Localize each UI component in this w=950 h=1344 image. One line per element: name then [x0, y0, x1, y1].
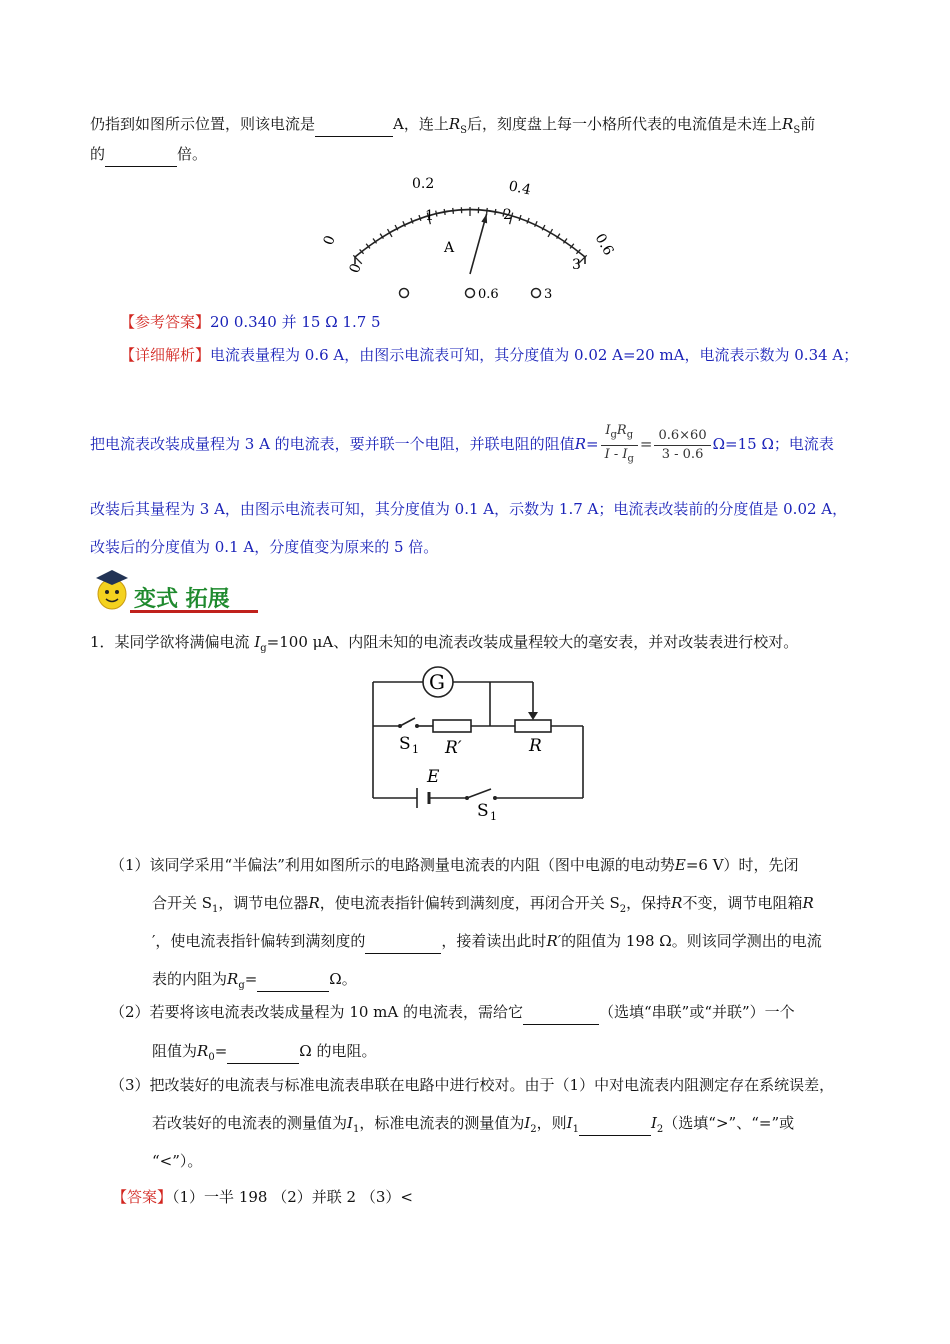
analysis-line-1 — [120, 343, 910, 367]
dial-tick — [436, 211, 437, 217]
part-1-line-4 — [152, 967, 942, 998]
subscript: 1 — [212, 904, 219, 915]
part-text: 的阻值为 198 Ω。则该同学测出的电流 — [561, 932, 822, 950]
intro-text: 的 — [90, 145, 106, 163]
analysis-text: 电流表量程为 0.6 A，由图示电流表可知，其分度值为 0.02 A=20 mA，电流表示数为 0.34 A； — [210, 346, 859, 364]
part-3-line-2 — [152, 1111, 942, 1142]
part-text: 若改装好的电流表的测量值为 — [152, 1114, 348, 1132]
analysis-text: 把电流表改装成量程为 3 A 的电流表，要并联一个电阻，并联电阻的阻值 — [90, 435, 575, 453]
analysis-text: 改装后的分度值为 0.1 A，分度值变为原来的 5 倍。 — [90, 538, 439, 556]
answer-tag: 【参考答案】 — [120, 313, 211, 331]
r-symbol: R — [574, 435, 586, 453]
top-scale-0-6: 0.6 — [591, 231, 617, 259]
r-symbol: R — [197, 1042, 209, 1060]
resistor-r-icon — [515, 720, 551, 732]
circuit-diagram — [365, 664, 590, 824]
part-text: （2）若要将该电流表改装成量程为 10 mA 的电流表，需给它 — [110, 1003, 523, 1021]
formula-fraction-numeric — [654, 427, 710, 464]
galvanometer-label: G — [429, 670, 445, 694]
r-prime-symbol: R′ — [546, 932, 562, 950]
grad-cap-icon — [96, 570, 128, 585]
needle-line — [470, 214, 487, 274]
part-text: 不变，调节电阻箱 — [682, 894, 803, 912]
subscript: g — [610, 429, 617, 441]
part-text: = — [244, 970, 258, 988]
part-2-line-1 — [110, 1000, 900, 1025]
subscript: 1 — [352, 1124, 360, 1135]
analysis-line-3 — [90, 497, 880, 521]
subscript: g — [238, 980, 245, 991]
r-symbol: R — [308, 894, 320, 912]
dial-tick — [487, 208, 488, 214]
terminal-0-6 — [466, 289, 475, 298]
rs-subscript: S — [793, 125, 801, 136]
answer-blank — [579, 1111, 651, 1136]
question-1-stem — [90, 630, 880, 661]
part-text: 合开关 S — [152, 894, 213, 912]
rs-symbol: R — [448, 115, 461, 133]
dial-tick — [519, 215, 521, 221]
part-1-line-2 — [152, 891, 942, 922]
bottom-scale-3: 3 — [572, 257, 581, 273]
part-text: ，保持 — [626, 894, 672, 912]
i-symbol: I — [566, 1114, 573, 1132]
part-text: 表的内阻为 — [152, 970, 228, 988]
variant-extension-banner — [86, 568, 261, 618]
part-text: 阻值为 — [152, 1042, 198, 1060]
subscript: g — [260, 643, 267, 654]
part-text: = — [214, 1042, 228, 1060]
switch-s1-top-icon — [400, 718, 415, 726]
subscript: g — [627, 453, 634, 465]
question-text: =100 μA、内阻未知的电流表改装成量程较大的毫安表，并对改装表进行校对。 — [266, 633, 799, 651]
part-text: Ω 的电阻。 — [299, 1042, 377, 1060]
bottom-scale-2: 2 — [503, 207, 512, 223]
subscript: 0 — [208, 1052, 215, 1063]
part-text: =6 V）时，先闭 — [685, 856, 799, 874]
dial-tick — [419, 215, 421, 221]
answer-blank — [257, 967, 329, 992]
part-text: ′，使电流表指针偏转到满刻度的 — [152, 932, 366, 950]
answer-blank — [227, 1039, 299, 1064]
part-text: “<”）。 — [152, 1152, 203, 1170]
subscript: g — [626, 429, 634, 441]
switch-bottom-subscript: 1 — [490, 810, 497, 823]
intro-line-2 — [90, 142, 880, 167]
denominator: I - I — [604, 446, 628, 462]
subscript: 2 — [530, 1124, 537, 1135]
analysis-text: Ω=15 Ω；电流表 — [712, 435, 834, 453]
bottom-scale-0: 0 — [346, 261, 365, 276]
terminal-3 — [532, 289, 541, 298]
denominator: 3 - 0.6 — [661, 446, 704, 462]
part-text: ，则 — [536, 1114, 567, 1132]
analysis-line-2: 把电流表改装成量程为 3 A 的电流表，要并联一个电阻，并联电阻的阻值R= $\frac{I_gR_g}{I - I_g}$ = $\frac{0.6\times 60}{3 - 0.6}$ Ω=15 Ω；电流表 — [90, 420, 880, 468]
dial-tick — [495, 209, 496, 215]
answer-tag: 【答案】 — [112, 1188, 173, 1206]
answer-blank — [105, 142, 177, 167]
part-text: （1）该同学采用“半偏法”利用如图所示的电路测量电流表的内阻（图中电源的电动势 — [110, 856, 675, 874]
subscript: 2 — [619, 904, 627, 915]
ammeter-dial-figure — [320, 172, 620, 307]
intro-text: 仍指到如图所示位置，则该电流是 — [90, 115, 316, 133]
reference-answer — [120, 310, 910, 334]
part-text: ，标准电流表的测量值为 — [359, 1114, 525, 1132]
intro-line-1 — [90, 112, 880, 143]
answer-blank — [365, 929, 441, 954]
r-symbol: R — [671, 894, 683, 912]
switch-top-subscript: 1 — [412, 743, 419, 756]
numerator: 0.6×60 — [654, 427, 710, 446]
part-2-line-2 — [152, 1039, 942, 1070]
analysis-line-4 — [90, 535, 880, 559]
ig-symbol: I — [605, 422, 611, 438]
part-text: （选填“>”、“=”或 — [663, 1114, 795, 1132]
switch-top-label: S — [399, 734, 411, 754]
dial-ticks — [353, 207, 586, 264]
resistor-r-prime-icon — [433, 720, 471, 732]
i-symbol: I — [347, 1114, 353, 1132]
part-3-line-3 — [152, 1149, 942, 1173]
analysis-text: 改装后其量程为 3 A，由图示电流表可知，其分度值为 0.1 A，示数为 1.7 A；电流表改装前的分度值是 0.02 A， — [90, 500, 848, 518]
intro-text: 前 — [800, 115, 816, 133]
r-symbol: R — [802, 894, 814, 912]
i-symbol: I — [524, 1114, 531, 1132]
rs-subscript: S — [460, 125, 468, 136]
top-scale-0: 0 — [320, 233, 339, 248]
top-scale-0-2: 0.2 — [412, 176, 435, 192]
switch-bottom-label: S — [477, 801, 489, 821]
part-text: ，使电流表指针偏转到满刻度，再闭合开关 S — [319, 894, 620, 912]
dial-tick — [444, 209, 445, 215]
terminal-common — [400, 289, 409, 298]
dial-tick — [453, 208, 454, 214]
r-prime-label: R′ — [445, 738, 462, 758]
banner-title: 变式 拓展 — [134, 587, 230, 612]
answer-text: 20 0.340 并 15 Ω 1.7 5 — [210, 313, 381, 331]
needle-head — [481, 214, 487, 223]
intro-text: A，连上 — [393, 115, 449, 133]
i-symbol: I — [650, 1114, 657, 1132]
terminal-label-0-6: 0.6 — [478, 287, 499, 302]
e-label: E — [427, 767, 440, 787]
e-symbol: E — [674, 856, 686, 874]
dial-unit: A — [444, 240, 455, 256]
answer-text: （1）一半 198 （2）并联 2 （3）< — [172, 1188, 413, 1206]
answer-blank — [523, 1000, 599, 1025]
rg-symbol: R — [616, 422, 627, 438]
part-1-line-3 — [152, 929, 942, 954]
part-1-line-1 — [110, 853, 900, 877]
r-label: R — [529, 736, 542, 756]
question-text: 1．某同学欲将满偏电流 — [90, 633, 255, 651]
part-text: （选填“串联”或“并联”）一个 — [599, 1003, 795, 1021]
intro-text: 倍。 — [177, 145, 208, 163]
intro-text: 后，刻度盘上每一小格所代表的电流值是未连上 — [467, 115, 783, 133]
terminal-label-3: 3 — [544, 287, 553, 302]
r-symbol: R — [227, 970, 239, 988]
top-scale-0-4: 0.4 — [507, 178, 533, 199]
part-text: Ω。 — [329, 970, 357, 988]
answer-blank — [315, 112, 393, 137]
dial-needle — [470, 214, 487, 274]
answer-2 — [112, 1185, 902, 1209]
part-3-line-1 — [110, 1073, 900, 1097]
formula-fraction-symbolic — [601, 422, 638, 468]
part-text: ，调节电位器 — [218, 894, 309, 912]
subscript: 2 — [656, 1124, 664, 1135]
part-text: ，接着读出此时 — [441, 932, 547, 950]
bottom-scale-1: 1 — [425, 208, 434, 224]
rs-symbol: R — [782, 115, 794, 133]
ig-symbol: I — [254, 633, 261, 651]
potentiometer-arrow-icon — [528, 712, 538, 720]
subscript: 1 — [572, 1124, 579, 1135]
switch-s1-bottom-icon — [467, 789, 491, 798]
analysis-tag: 【详细解析】 — [120, 346, 211, 364]
part-text: （3）把改装好的电流表与标准电流表串联在电路中进行校对。由于（1）中对电流表内阻测定存在系统误差， — [110, 1076, 835, 1094]
